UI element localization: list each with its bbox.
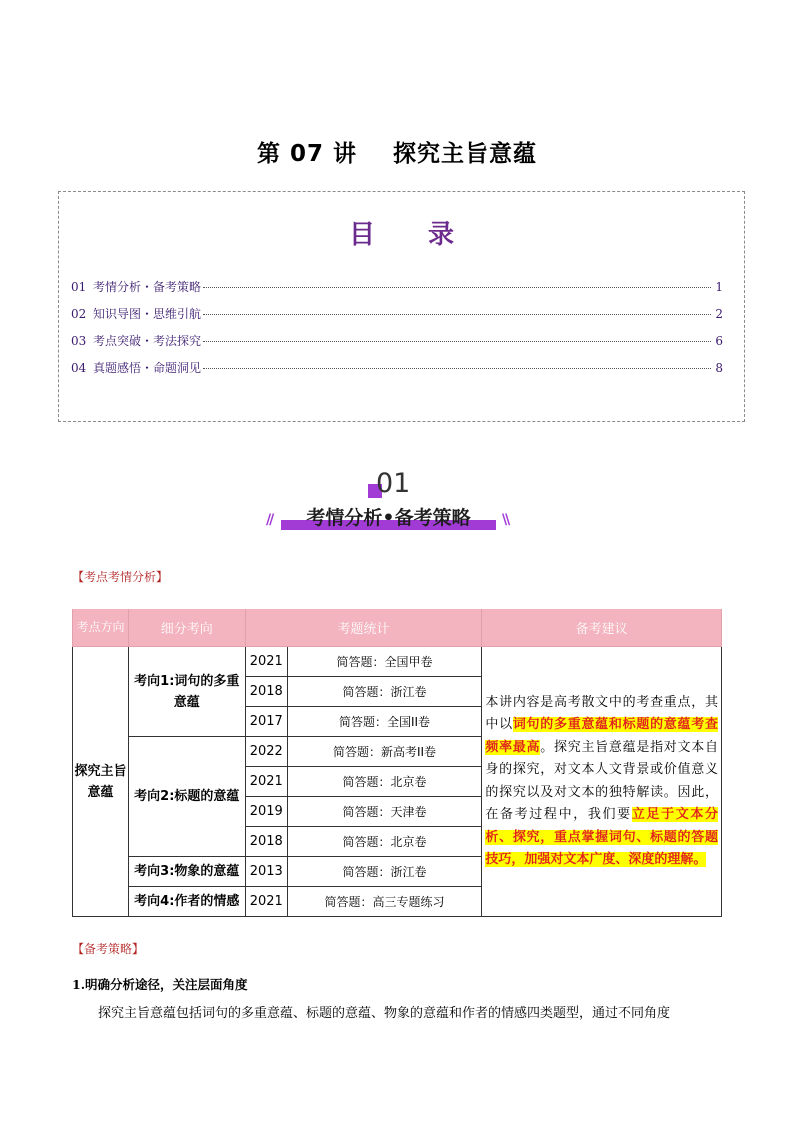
toc-heading: 目 录 <box>348 220 477 250</box>
stat-cell: 简答题：新高考II卷 <box>287 737 482 767</box>
table-header-row <box>73 609 722 647</box>
advice-highlight: 词句的多重意蕴和标题的意蕴考查频率最高 <box>485 717 718 755</box>
analysis-tag: 【考点考情分析】 <box>72 570 169 584</box>
toc-item-page: 2 <box>715 307 723 321</box>
advice-cell <box>482 647 722 917</box>
table-of-contents <box>58 191 745 422</box>
toc-item[interactable] <box>71 359 723 377</box>
year-cell: 2018 <box>245 677 287 707</box>
sub-direction-cell: 考向1:词句的多重意蕴 <box>128 647 245 737</box>
year-cell: 2021 <box>245 767 287 797</box>
toc-item[interactable] <box>71 278 723 296</box>
year-cell: 2013 <box>245 857 287 887</box>
sub-direction-cell: 考向2:标题的意蕴 <box>128 737 245 857</box>
slash-decoration-left: // <box>266 512 273 528</box>
stat-cell: 简答题：高三专题练习 <box>287 887 482 917</box>
stat-cell: 简答题：浙江卷 <box>287 677 482 707</box>
header-cell: 考题统计 <box>245 609 482 647</box>
toc-leader-dots <box>203 287 711 288</box>
section-number: 01 <box>376 468 411 499</box>
sub-direction-cell: 考向3:物象的意蕴 <box>128 857 245 887</box>
stat-cell: 简答题：北京卷 <box>287 767 482 797</box>
direction-cell: 探究主旨意蕴 <box>73 647 129 917</box>
year-cell: 2021 <box>245 887 287 917</box>
toc-item-number: 02 <box>71 307 87 321</box>
table-row <box>73 647 722 677</box>
page-title: 第 07 讲 探究主旨意蕴 <box>256 141 538 167</box>
toc-leader-dots <box>203 314 711 315</box>
toc-leader-dots <box>203 368 711 369</box>
toc-item-label: 考情分析・备考策略 <box>93 280 202 294</box>
advice-text: 本讲内容是高考散文中的考查重点，其中以 <box>485 694 718 732</box>
year-cell: 2022 <box>245 737 287 767</box>
stat-cell: 简答题：全国甲卷 <box>287 647 482 677</box>
toc-item-number: 01 <box>71 280 87 294</box>
toc-item-page: 1 <box>715 280 723 294</box>
stat-cell: 简答题：浙江卷 <box>287 857 482 887</box>
toc-item-page: 8 <box>715 361 723 375</box>
strategy-heading: 1.明确分析途径，关注层面角度 <box>72 977 248 992</box>
year-cell: 2017 <box>245 707 287 737</box>
toc-item[interactable] <box>71 305 723 323</box>
advice-highlight: 立足于文本分析、探究，重点掌握词句、标题的答题技巧，加强对文本广度、深度的理解。 <box>485 807 718 867</box>
sub-direction-cell: 考向4:作者的情感 <box>128 887 245 917</box>
stat-cell: 简答题：北京卷 <box>287 827 482 857</box>
header-cell: 考点方向 <box>73 609 129 647</box>
slash-decoration-right: \\ <box>502 512 509 528</box>
year-cell: 2018 <box>245 827 287 857</box>
toc-leader-dots <box>203 341 711 342</box>
toc-item-label: 真题感悟・命题洞见 <box>93 361 202 375</box>
header-cell: 备考建议 <box>482 609 722 647</box>
toc-item-page: 6 <box>715 334 723 348</box>
toc-item-label: 考点突破・考法探究 <box>93 334 202 348</box>
section-title: 考情分析•备考策略 <box>306 507 471 529</box>
toc-item-label: 知识导图・思维引航 <box>93 307 202 321</box>
advice-text: 。探究主旨意蕴是指对文本自身的探究，对文本人文背景或价值意义的探究以及对文本的独特解读。因此，在备考过程中，我们要 <box>485 739 718 822</box>
stat-cell: 简答题：天津卷 <box>287 797 482 827</box>
strategy-tag: 【备考策略】 <box>72 942 145 956</box>
header-cell: 细分考向 <box>128 609 245 647</box>
stat-cell: 简答题：全国II卷 <box>287 707 482 737</box>
toc-item-number: 03 <box>71 334 87 348</box>
year-cell: 2019 <box>245 797 287 827</box>
strategy-paragraph: 探究主旨意蕴包括词句的多重意蕴、标题的意蕴、物象的意蕴和作者的情感四类题型，通过不同角度 <box>98 1006 671 1021</box>
year-cell: 2021 <box>245 647 287 677</box>
toc-item-number: 04 <box>71 361 87 375</box>
exam-analysis-table <box>72 609 722 917</box>
toc-item[interactable] <box>71 332 723 350</box>
